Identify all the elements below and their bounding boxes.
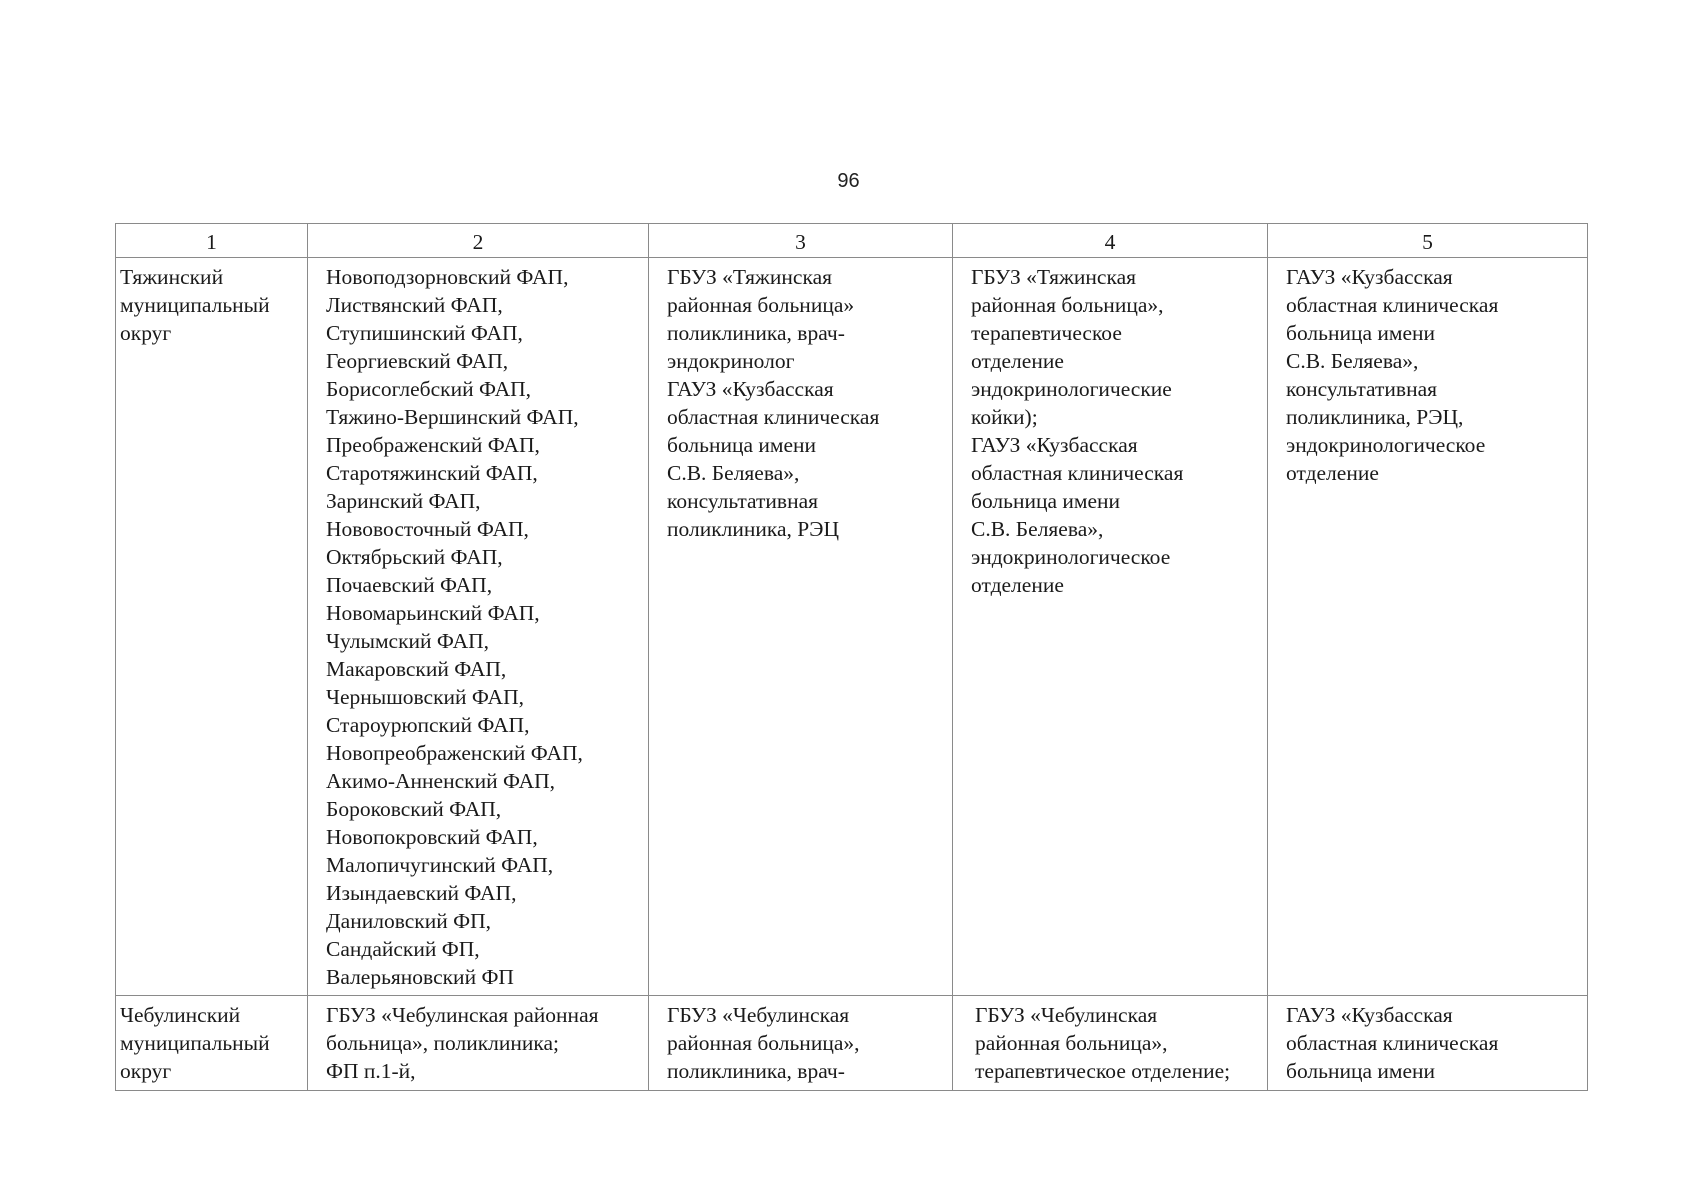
table-row: [116, 996, 1588, 1091]
outpatient-cell: ГБУЗ «Чебулинская районная больница», поликлиника, врач-: [649, 996, 953, 1091]
inpatient-cell: ГБУЗ «Чебулинская районная больница», терапевтическое отделение;: [953, 996, 1268, 1091]
table-header-row: [116, 224, 1588, 258]
document-table: [115, 223, 1588, 1091]
medical-points-cell: Новоподзорновский ФАП, Листвянский ФАП, Ступишинский ФАП, Георгиевский ФАП, Борисоглебский ФАП, Тяжино-Вершинский ФАП, Преображенский ФАП, Старотяжинский ФАП, Заринский ФАП, Нововосточный ФАП, Октябрьский ФАП, Почаевский ФАП, Новомарьинский ФАП, Чулымский ФАП, Макаровский ФАП, Чернышовский ФАП, Староурюпский ФАП, Новопреображенский ФАП, Акимо-Анненский ФАП, Бороковский ФАП, Новопокровский ФАП, Малопичугинский ФАП, Изындаевский ФАП, Даниловский ФП, Сандайский ФП, Валерьяновский ФП: [308, 258, 649, 996]
regional-center-cell: ГАУЗ «Кузбасская областная клиническая больница имени: [1268, 996, 1588, 1091]
table-row: [116, 258, 1588, 996]
regional-center-cell: ГАУЗ «Кузбасская областная клиническая больница имени С.В. Беляева», консультативная поликлиника, РЭЦ, эндокринологическое отделение: [1268, 258, 1588, 996]
table-header-cell: 4: [953, 224, 1268, 258]
table-header-cell: 2: [308, 224, 649, 258]
page-number: 96: [837, 170, 860, 192]
district-cell: Тяжинский муниципальный округ: [116, 258, 308, 996]
inpatient-cell: ГБУЗ «Тяжинская районная больница», терапевтическое отделение эндокринологические койки); ГАУЗ «Кузбасская областная клиническая больница имени С.В. Беляева», эндокринологическое отделение: [953, 258, 1268, 996]
district-cell: Чебулинский муниципальный округ: [116, 996, 308, 1091]
table-header-cell: 3: [649, 224, 953, 258]
outpatient-cell: ГБУЗ «Тяжинская районная больница» поликлиника, врач- эндокринолог ГАУЗ «Кузбасская областная клиническая больница имени С.В. Беляева», консультативная поликлиника, РЭЦ: [649, 258, 953, 996]
table-header-cell: 1: [116, 224, 308, 258]
medical-points-cell: ГБУЗ «Чебулинская районная больница», поликлиника; ФП п.1-й,: [308, 996, 649, 1091]
table-header-cell: 5: [1268, 224, 1588, 258]
